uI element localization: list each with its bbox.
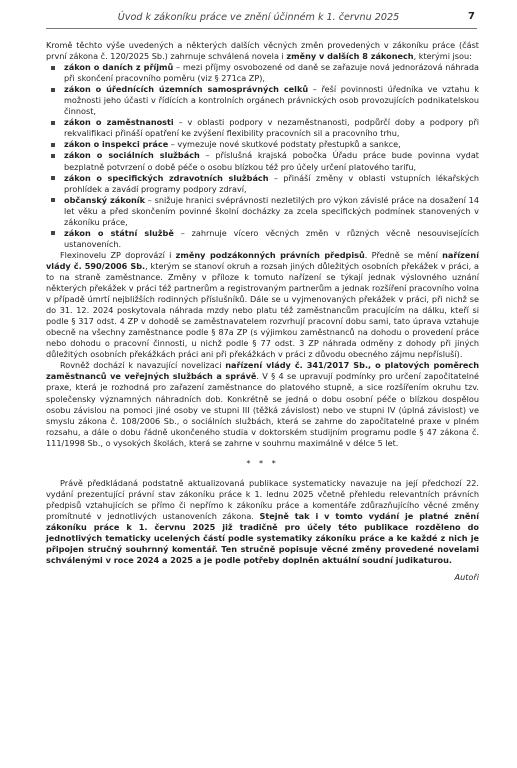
header-rule: [46, 28, 477, 29]
list-item: zákon o daních z příjmů – mezi příjmy osvobozené od daně se zařazuje nová jednorázová náhrada při skončení pracovního poměru (viz § 271ca ZP),: [46, 62, 479, 84]
publication-paragraph: Právě předkládaná podstatně aktualizovaná publikace systematicky navazuje na její předchozí 22. vydání prezentující právní stav zákoníku práce k 1. lednu 2025 včetně přehledu relevantních právních předpisů vztahujících se přímo či nepřímo k zákoníku práce a komentáře zdůrazňujícího věcné změny promítnuté v jednotlivých ustanoveních zákona. Stejně tak i v tomto vydání je platné znění zákoníku práce k 1. červnu 2025 již tradičně pro účely této publikace rozděleno do jednotlivých tematicky ucelených částí podle systematiky zákoníku práce a ke každé z nich je připojen stručný souhrnný komentář. Ten stručně popisuje věcné změny provedené novelami schválenými v roce 2024 a 2025 a je podle potřeby doplněn aktuální soudní judikaturou.: [46, 477, 479, 566]
list-item: zákon o inspekci práce – vymezuje nové skutkové podstaty přestupků a sankce,: [46, 139, 479, 150]
law-name: zákon o daních z příjmů: [64, 62, 174, 73]
running-title: Úvod k zákoníku práce ve znění účinném k 1. červnu 2025: [117, 12, 400, 23]
law-name: zákon o státní službě: [64, 227, 174, 238]
regulation-341-paragraph: Rovněž dochází k navazující novelizaci nařízení vlády č. 341/2017 Sb., o platových poměrech zaměstnanců ve veřejných službách a správě. V § 4 se upravují podmínky pro určení započitatelné praxe, která je rozhodná pro zařazení zaměstnance do platového stupně, a sice rozšířením okruhu tzv. společensky významných náhradních dob. Konkrétně se jedná o dobu osobní péče o blízkou dospělou osobu závislou na pomoci jiné osoby ve stupni III (těžká závislost) nebo ve stupni IV (úplná závislost) ve smyslu zákona č. 108/2006 Sb., o sociálních službách, která se zahrne do započitatelné praxe v plném rozsahu, a dále o dobu řádně ukončeného studia v doktorském studijním programu podle § 47 zákona č. 111/1998 Sb., o vysokých školách, která se zahrne v souhrnu maximálně v délce 5 let.: [46, 360, 479, 448]
page-number: 7: [468, 11, 475, 22]
amended-laws-list: [46, 62, 479, 250]
law-name: zákon o sociálních službách: [64, 150, 200, 161]
intro-paragraph: Kromě těchto výše uvedených a některých dalších věcných změn provedených v zákoníku práce (část první zákona č. 120/2025 Sb.) zahrnuje schválená novela i změny v dalších 8 zákonech, kterými jsou:: [46, 40, 479, 62]
list-item: občanský zákoník – snižuje hranici svéprávnosti nezletilých pro výkon závislé práce na dosažení 14 let věku a před skončením povinné školní docházky za zcela specifických podmínek stanovených v zákoníku práce,: [46, 195, 479, 228]
page-body: [46, 40, 479, 583]
signature: Autoři: [454, 572, 479, 583]
flexinovela-paragraph: Flexinovelu ZP doprovází i změny podzákonných právních předpisů. Předně se mění nařízení vlády č. 590/2006 Sb., kterým se stanoví okruh a rozsah jiných důležitých osobních překážek v práci, a to na straně zaměstnance. Změny v příloze k tomuto nařízení se týkají jednak výslovného uznání některých překážek v práci též partnerům a registrovaným partnerům a jednak rozšíření pracovního volna v případě úmrtí nejbližších rodinných příslušníků. Dále se u vyjmenovaných překážek v práci, při nichž se do 31. 12. 2024 poskytovala náhrada mzdy nebo platu též zaměstnancům pracujícím na dálku, kteří si podle § 317 odst. 4 ZP v dohodě se zaměstnavatelem rozvrhují pracovní dobu sami, tato úprava vztahuje obecně na všechny zaměstnance podle § 87a ZP (s výjimkou zaměstnanců na dohodu o provedení práce nebo dohodu o pracovní činnosti, u nichž podle § 77 odst. 3 ZP náhrada odměny z dohody při jiných důležitých osobních překážkách práci ani při překážkách v práci z důvodu obecného zájmu nepřísluší).: [46, 249, 479, 360]
list-item: zákon o státní službě – zahrnuje vícero věcných změn v různých věcně nesouvisejících ustanoveních.: [46, 228, 479, 250]
law-name: zákon o úřednících územních samosprávných celků: [64, 84, 309, 95]
section-separator: * * *: [246, 457, 279, 468]
list-item: zákon o úřednících územních samosprávných celků – řeší povinnosti úředníka ve vztahu k možnosti jeho účasti v řídících a kontrolních orgánech právnických osob provozujících podnikatelskou činnost,: [46, 84, 479, 117]
law-name: zákon o zaměstnanosti: [64, 117, 174, 128]
law-name: zákon o specifických zdravotních službách: [64, 172, 269, 183]
list-item: zákon o zaměstnanosti – v oblasti podpory v nezaměstnanosti, podpůrčí doby a podpory při rekvalifikaci přináší opatření ke zvýšení flexibility pracovních sil a pracovního trhu,: [46, 117, 479, 139]
intro-emphasis: změny v dalších 8 zákonech: [286, 51, 414, 62]
list-item: zákon o specifických zdravotních službách – přináší změny v oblasti vstupních lékařských prohlídek a zavádí programy podpory zdraví,: [46, 173, 479, 195]
law-name: zákon o inspekci práce: [64, 139, 169, 150]
list-item: zákon o sociálních službách – příslušná krajská pobočka Úřadu práce bude povinna vydat bezplatně potvrzení o době péče o osobu blízkou též pro účely určení platového tarifu,: [46, 150, 479, 172]
running-header: [46, 12, 471, 26]
law-name: občanský zákoník: [64, 194, 146, 205]
